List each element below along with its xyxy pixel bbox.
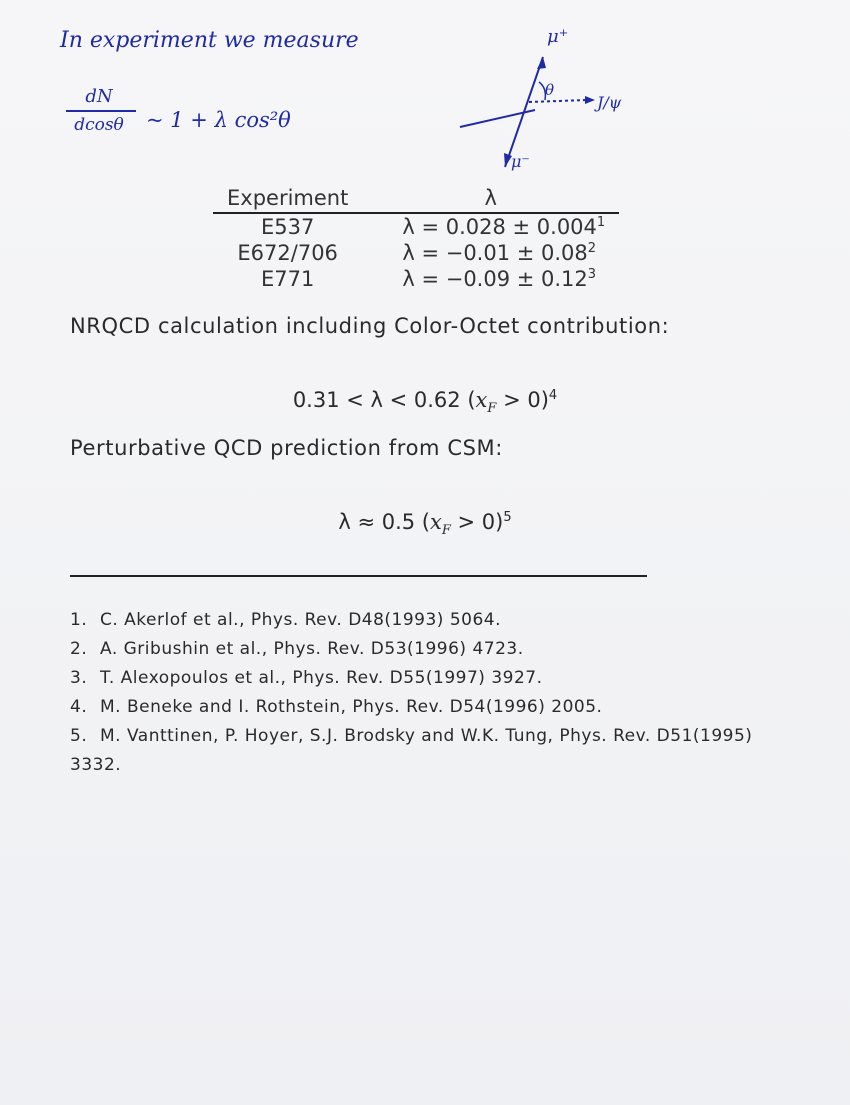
- ref-marker: 3: [587, 267, 597, 282]
- ref-marker: 1: [596, 215, 606, 230]
- table-header-row: [213, 186, 619, 213]
- ref-marker: 4: [548, 388, 558, 403]
- experiment-name: E771: [260, 267, 315, 291]
- list-item: [70, 693, 790, 722]
- diagram-muon-axis: [505, 57, 543, 167]
- ref-text: M. Beneke and I. Rothstein, Phys. Rev. D54(1996) 2005.: [100, 697, 603, 717]
- list-item: [70, 606, 790, 635]
- nrqcd-heading: NRQCD calculation including Color-Octet contribution:: [70, 314, 670, 338]
- ref-text: A. Gribushin et al., Phys. Rev. D53(1996) 4723.: [100, 639, 524, 659]
- lambda-measurements-table: [213, 186, 619, 292]
- fraction: [66, 86, 132, 135]
- references-divider: [70, 575, 647, 577]
- lambda-value: [362, 213, 619, 240]
- formula-variable: x: [475, 388, 488, 412]
- fraction-numerator: dN: [85, 86, 113, 107]
- table-row: [213, 266, 619, 292]
- pqcd-formula: [0, 510, 850, 538]
- formula-variable: x: [429, 510, 442, 534]
- lambda-value: [362, 240, 619, 266]
- ref-number: 4.: [70, 697, 88, 717]
- fraction-bar: [66, 110, 136, 112]
- jpsi-label: J/ψ: [597, 93, 622, 112]
- experiment-name: E672/706: [237, 241, 338, 265]
- ref-marker: 5: [503, 510, 512, 525]
- formula-right: > 0): [496, 388, 549, 412]
- formula-subscript: F: [441, 523, 451, 539]
- ref-text: M. Vanttinen, P. Hoyer, S.J. Brodsky and W.K. Tung, Phys. Rev. D51(1995) 3332.: [70, 726, 753, 775]
- lambda-value-text: λ = −0.01 ± 0.08: [402, 241, 588, 265]
- fraction-denominator: dcosθ: [74, 115, 124, 135]
- formula-left: 0.31 < λ < 0.62 (: [292, 388, 476, 412]
- formula-right: > 0): [450, 510, 504, 534]
- list-item: [70, 664, 790, 693]
- formula-subscript: F: [487, 401, 497, 417]
- header-lambda: λ: [362, 186, 619, 213]
- table-row: [213, 240, 619, 266]
- pqcd-heading: Perturbative QCD prediction from CSM:: [70, 436, 503, 460]
- mu-minus-label: μ⁻: [511, 152, 530, 171]
- diagram-jpsi-direction: [529, 100, 587, 102]
- handwritten-note: In experiment we measure: [60, 28, 359, 53]
- ref-number: 2.: [70, 639, 88, 659]
- header-experiment: Experiment: [213, 186, 362, 213]
- lambda-value: [362, 266, 619, 292]
- list-item: [70, 722, 790, 780]
- nrqcd-formula: [0, 388, 850, 416]
- list-item: [70, 635, 790, 664]
- formula-rhs: ~ 1 + λ cos²θ: [146, 108, 291, 132]
- formula-left: λ ≈ 0.5 (: [338, 510, 430, 534]
- ref-text: T. Alexopoulos et al., Phys. Rev. D55(1997) 3927.: [100, 668, 543, 688]
- ref-number: 1.: [70, 610, 88, 630]
- jpsi-arrowhead: [585, 96, 595, 104]
- theta-label: θ: [545, 81, 555, 99]
- lambda-value-text: λ = 0.028 ± 0.004: [402, 215, 597, 239]
- references-list: [70, 606, 790, 780]
- table-row: [213, 213, 619, 240]
- decay-angle-diagram: [455, 22, 655, 182]
- ref-marker: 2: [587, 241, 597, 256]
- mu-plus-label: μ⁺: [547, 26, 569, 47]
- lambda-value-text: λ = −0.09 ± 0.12: [402, 267, 588, 291]
- ref-number: 5.: [70, 726, 88, 746]
- ref-text: C. Akerlof et al., Phys. Rev. D48(1993) 5064.: [100, 610, 502, 630]
- experiment-name: E537: [260, 215, 315, 239]
- ref-number: 3.: [70, 668, 88, 688]
